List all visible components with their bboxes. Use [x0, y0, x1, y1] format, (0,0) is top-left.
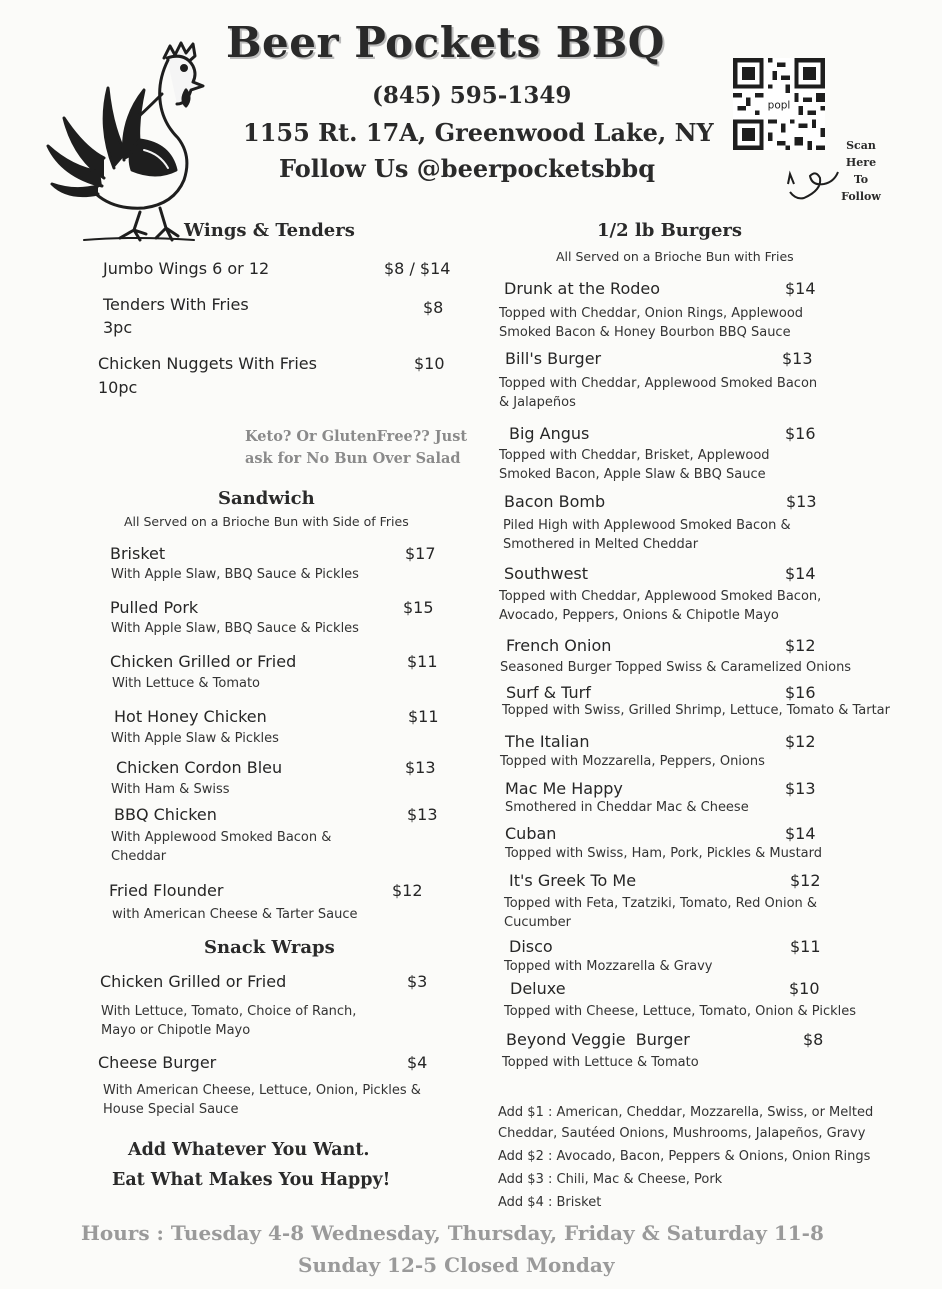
menu-item-price: $13 [786, 492, 817, 511]
menu-item-name: Surf & Turf [506, 683, 591, 702]
menu-item-desc: Topped with Lettuce & Tomato [502, 1055, 699, 1070]
menu-item-price: $11 [407, 652, 438, 671]
menu-item-sub: 3pc [103, 318, 133, 337]
menu-item-name: Tenders With Fries [103, 295, 249, 314]
menu-item-desc: With Lettuce, Tomato, Choice of Ranch, Mayo or Chipotle Mayo [101, 1004, 357, 1038]
menu-item-desc: Topped with Mozzarella, Peppers, Onions [500, 754, 765, 769]
wings-heading: Wings & Tenders [184, 220, 355, 241]
menu-item-name: BBQ Chicken [114, 805, 217, 824]
menu-item-name: Beyond Veggie Burger [506, 1030, 690, 1049]
sandwich-heading: Sandwich [218, 488, 315, 509]
menu-item-price: $11 [408, 707, 439, 726]
menu-item-name: The Italian [505, 732, 590, 751]
menu-item-price: $3 [407, 972, 428, 991]
address: 1155 Rt. 17A, Greenwood Lake, NY [243, 118, 714, 147]
menu-item-price: $14 [785, 279, 816, 298]
hours-line-1: Hours : Tuesday 4-8 Wednesday, Thursday, Friday & Saturday 11-8 [81, 1221, 824, 1245]
menu-item-desc: With Lettuce & Tomato [112, 676, 261, 691]
menu-item-name: Brisket [110, 544, 166, 563]
keto-gluten-free-note: Keto? Or GlutenFree?? Just ask for No Bun Over Salad [245, 428, 468, 467]
menu-item-price: $12 [392, 881, 423, 900]
menu-item-price: $8 [803, 1030, 824, 1049]
menu-item-name: Mac Me Happy [505, 779, 623, 798]
menu-item-sub: 10pc [98, 378, 138, 397]
menu-item-desc: With Apple Slaw, BBQ Sauce & Pickles [111, 567, 359, 582]
menu-item-price: $15 [403, 598, 434, 617]
restaurant-name: Beer Pockets BBQ [226, 18, 665, 67]
menu-item-desc: With American Cheese, Lettuce, Onion, Pickles & House Special Sauce [103, 1083, 421, 1117]
menu-item-name: Jumbo Wings 6 or 12 [103, 259, 270, 278]
menu-item-desc: With Apple Slaw, BBQ Sauce & Pickles [111, 621, 359, 636]
menu-item-name: Drunk at the Rodeo [504, 279, 661, 298]
menu-item-price: $13 [785, 779, 816, 798]
phone-number[interactable]: (845) 595-1349 [372, 82, 572, 109]
menu-item-name: Southwest [504, 564, 589, 583]
menu-item-name: Chicken Cordon Bleu [116, 758, 283, 777]
menu-item-name: Pulled Pork [110, 598, 199, 617]
social-handle[interactable]: Follow Us @beerpocketsbbq [279, 154, 655, 183]
menu-item-name: Chicken Grilled or Fried [100, 972, 287, 991]
menu-item-price: $13 [782, 349, 813, 368]
menu-item-desc: Topped with Cheddar, Applewood Smoked Bacon & Jalapeños [499, 376, 818, 410]
menu-item-name: Deluxe [510, 979, 566, 998]
add-on-line: Add $4 : Brisket [498, 1195, 602, 1210]
menu-item-price: $13 [407, 805, 438, 824]
menu-item-desc: Topped with Cheddar, Applewood Smoked Bacon, Avocado, Peppers, Onions & Chipotle Mayo [499, 589, 822, 623]
menu-item-desc: Seasoned Burger Topped Swiss & Caramelized Onions [500, 660, 852, 675]
menu-item-price: $14 [785, 824, 816, 843]
menu-item-name: Cheese Burger [98, 1053, 217, 1072]
rooster-logo-icon [44, 28, 234, 244]
menu-item-price: $11 [790, 937, 821, 956]
menu-item-price: $8 / $14 [384, 259, 451, 278]
menu-item-price: $16 [785, 683, 816, 702]
menu-item-price: $4 [407, 1053, 428, 1072]
hours-line-2: Sunday 12-5 Closed Monday [298, 1253, 615, 1277]
menu-item-desc: with American Cheese & Tarter Sauce [112, 907, 358, 922]
tagline-line-1: Add Whatever You Want. [128, 1140, 370, 1160]
menu-item-price: $12 [785, 636, 816, 655]
menu-item-desc: Topped with Feta, Tzatziki, Tomato, Red Onion & Cucumber [504, 896, 818, 930]
menu-item-name: It's Greek To Me [509, 871, 637, 890]
menu-item-name: Chicken Grilled or Fried [110, 652, 297, 671]
menu-item-desc: With Ham & Swiss [111, 782, 230, 797]
tagline-line-2: Eat What Makes You Happy! [112, 1170, 391, 1190]
menu-item-price: $17 [405, 544, 436, 563]
menu-item-name: Big Angus [509, 424, 590, 443]
menu-item-name: Fried Flounder [109, 881, 224, 900]
menu-item-price: $16 [785, 424, 816, 443]
add-on-line: Add $2 : Avocado, Bacon, Peppers & Onions, Onion Rings [498, 1149, 871, 1164]
menu-item-name: Hot Honey Chicken [114, 707, 267, 726]
add-ons-list [498, 1102, 888, 1213]
menu-item-desc: With Applewood Smoked Bacon & Cheddar [111, 830, 332, 864]
menu-item-name: Cuban [505, 824, 557, 843]
menu-item-price: $13 [405, 758, 436, 777]
menu-item-price: $14 [785, 564, 816, 583]
sandwich-note: All Served on a Brioche Bun with Side of Fries [124, 514, 409, 529]
snack-wraps-heading: Snack Wraps [204, 937, 335, 958]
menu-item-name: French Onion [506, 636, 612, 655]
scan-to-follow-label: Scan Here To Follow [841, 139, 881, 203]
menu-item-desc: Smothered in Cheddar Mac & Cheese [505, 800, 749, 815]
menu-item-desc: Topped with Mozzarella & Gravy [504, 959, 713, 974]
menu-item-desc: Topped with Cheddar, Brisket, Applewood Smoked Bacon, Apple Slaw & BBQ Sauce [499, 448, 770, 482]
menu-item-desc: Piled High with Applewood Smoked Bacon & Smothered in Melted Cheddar [503, 518, 791, 552]
menu-item-price: $12 [785, 732, 816, 751]
menu-item-name: Bill's Burger [505, 349, 602, 368]
menu-item-name: Chicken Nuggets With Fries [98, 354, 317, 373]
add-on-line: Add $3 : Chili, Mac & Cheese, Pork [498, 1172, 723, 1187]
add-on-line: Add $1 : American, Cheddar, Mozzarella, Swiss, or Melted Cheddar, Sautéed Onions, Mushrooms, Jalapeños, Gravy [498, 1105, 874, 1141]
menu-item-price: $10 [414, 354, 445, 373]
menu-item-price: $8 [423, 298, 444, 317]
menu-item-desc: Topped with Cheddar, Onion Rings, Applewood Smoked Bacon & Honey Bourbon BBQ Sauce [499, 306, 804, 340]
qr-code-icon[interactable] [733, 58, 825, 150]
burgers-note: All Served on a Brioche Bun with Fries [556, 249, 794, 264]
menu-item-price: $10 [789, 979, 820, 998]
qr-brand-text: popl [767, 99, 791, 112]
menu-item-name: Bacon Bomb [504, 492, 606, 511]
burgers-heading: 1/2 lb Burgers [597, 220, 743, 241]
menu-item-desc: Topped with Swiss, Ham, Pork, Pickles & Mustard [505, 846, 823, 861]
menu-item-desc: Topped with Cheese, Lettuce, Tomato, Onion & Pickles [504, 1004, 857, 1019]
menu-item-name: Disco [509, 937, 553, 956]
menu-item-desc: Topped with Swiss, Grilled Shrimp, Lettuce, Tomato & Tartar [502, 703, 890, 718]
menu-item-price: $12 [790, 871, 821, 890]
menu-item-desc: With Apple Slaw & Pickles [111, 731, 279, 746]
